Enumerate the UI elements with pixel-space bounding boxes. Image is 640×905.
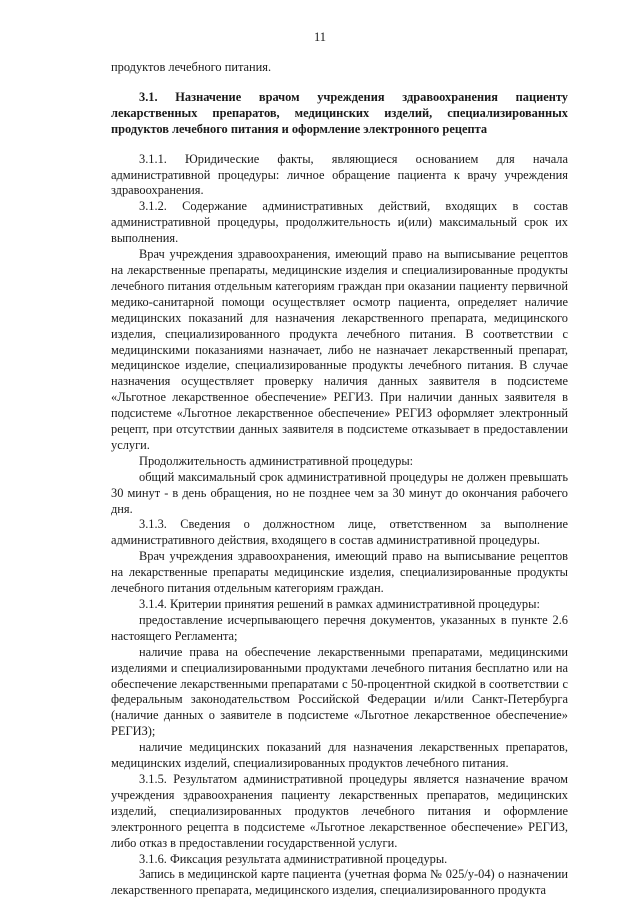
paragraph-continuation: продуктов лечебного питания.	[111, 60, 272, 74]
document-body	[111, 60, 568, 899]
paragraph-duration-label: Продолжительность административной процедуры:	[139, 453, 414, 468]
paragraph-3-1-6: 3.1.6. Фиксация результата административной процедуры.	[139, 851, 448, 866]
paragraph-criterion-documents: предоставление исчерпывающего перечня документов, указанных в пункте 2.6 настоящего Регламента;	[111, 612, 568, 643]
paragraph-3-1-2: 3.1.2. Содержание административных действий, входящих в состав административной процедуры, продолжительность и(или) максимальный срок их выполнения.	[111, 199, 568, 246]
section-heading: 3.1. Назначение врачом учреждения здравоохранения пациенту лекарственных препаратов, медицинских изделий, специализированных продуктов лечебного питания и оформление электронного рецепта	[111, 89, 568, 136]
paragraph-record: Запись в медицинской карте пациента (учетная форма № 025/у-04) о назначении лекарственного препарата, медицинского изделия, специализированного продукта	[111, 867, 568, 898]
paragraph-criterion-indications: наличие медицинских показаний для назначения лекарственных препаратов, медицинских изделий, специализированных продуктов лечебного питания.	[111, 740, 568, 771]
page-number: 11	[313, 30, 327, 44]
paragraph-3-1-3: 3.1.3. Сведения о должностном лице, ответственном за выполнение административного действия, входящего в состав административной процедуры.	[111, 517, 568, 548]
paragraph-3-1-4: 3.1.4. Критерии принятия решений в рамках административной процедуры:	[139, 597, 540, 611]
paragraph-responsible: Врач учреждения здравоохранения, имеющий право на выписывание рецептов на лекарственные препараты медицинские изделия, специализированные продукты лечебного питания отдельным категориям граждан.	[111, 549, 568, 596]
paragraph-duration: общий максимальный срок административной процедуры не должен превышать 30 минут - в день обращения, но не позднее чем за 30 минут до окончания рабочего дня.	[111, 469, 568, 516]
paragraph-3-1-1: 3.1.1. Юридические факты, являющиеся основанием для начала административной процедуры: личное обращение пациента к врачу учреждения здравоохранения.	[111, 151, 568, 198]
paragraph-3-1-5: 3.1.5. Результатом административной процедуры является назначение врачом учреждения здравоохранения пациенту лекарственных препаратов, медицинских изделий, специализированных продуктов лечебного питания и оформление электронного рецепта в подсистеме «Льготное лекарственное обеспечение» РЕГИЗ, либо отказ в предоставлении государственной услуги.	[111, 771, 568, 850]
paragraph-criterion-rights: наличие права на обеспечение лекарственными препаратами, медицинскими изделиями и специализированными продуктами лечебного питания бесплатно или на обеспечение лекарственными препаратами с 50-процентной скидкой в соответствии с федеральным законодательством Российской Федерации и/или Санкт-Петербурга (наличие данных о заявителе в подсистеме «Льготное лекарственное обеспечение» РЕГИЗ);	[111, 644, 568, 739]
paragraph-doctor-actions: Врач учреждения здравоохранения, имеющий право на выписывание рецептов на лекарственные препараты, медицинские изделия и специализированные продукты лечебного питания отдельным категориям граждан при оказании пациенту первичной медико-санитарной помощи осуществляет осмотр пациента, определяет наличие медицинских показаний для назначения лекарственного препарата, медицинского изделия, специализированного продукта лечебного питания. В соответствии с медицинскими показаниями назначает, либо не назначает лекарственный препарат, медицинское изделие, специализированные продукты лечебного питания. В случае назначения осуществляет проверку наличия данных заявителя в подсистеме «Льготное лекарственное обеспечение» РЕГИЗ. При наличии данных заявителя в подсистеме «Льготное лекарственное обеспечение» РЕГИЗ оформляет электронный рецепт, при отсутствии данных заявителя в подсистеме отказывает в предоставлении услуги.	[111, 247, 568, 452]
